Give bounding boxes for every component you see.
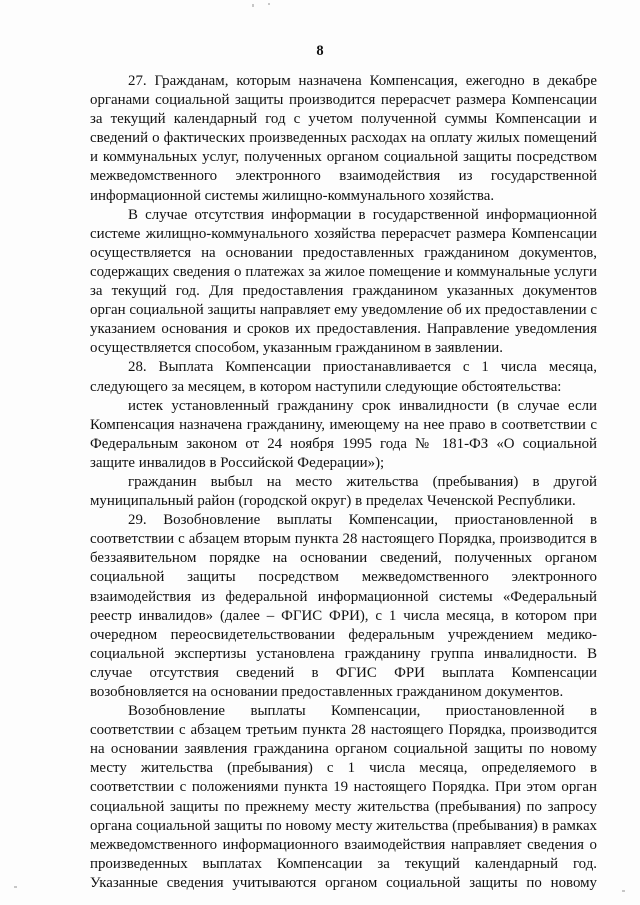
scan-speck: [268, 3, 270, 5]
paragraph-28-relocation: гражданин выбыл на место жительства (пребывания) в другой муниципальный район (городской округ) в пределах Чеченской Республики.: [90, 473, 597, 510]
scan-speck: [252, 4, 254, 7]
paragraph-27-recalculation: В случае отсутствия информации в государственной информационной системе жилищно-коммунального хозяйства перерасчет размера Компенсации осуществляется на основании предоставленных гражданином документов, содержащих сведения о платежах за жилое помещение и коммунальные услуги за текущий год. Для предоставления гражданином указанных документов орган социальной защиты направляет ему уведомление об их предоставлении с указанием основания и сроков их предоставления. Направление уведомления осуществляется способом, указанным гражданином в заявлении.: [90, 206, 597, 357]
scan-speck: [622, 890, 625, 892]
paragraph-27: 27. Гражданам, которым назначена Компенсация, ежегодно в декабре органами социальной защиты производится перерасчет размера Компенсации за текущий календарный год с учетом полученной суммы Компенсации и сведений о фактических произведенных расходах на оплату жилых помещений и коммунальных услуг, полученных органом социальной защиты посредством межведомственного электронного взаимодействия из государственной информационной системы жилищно-коммунального хозяйства.: [90, 73, 597, 204]
document-body: [90, 72, 597, 893]
page-number: 8: [316, 43, 324, 59]
paragraph-28-disability-term: истек установленный гражданину срок инвалидности (в случае если Компенсация назначена гражданину, имеющему на нее право в соответствии с Федеральным законом от 24 ноября 1995 года № 181-ФЗ «О социальной защите инвалидов в Российской Федерации»);: [90, 397, 597, 471]
paragraph-29: 29. Возобновление выплаты Компенсации, приостановленной в соответствии с абзацем вторым пункта 28 настоящего Порядка, производится в беззаявительном порядке на основании сведений, полученных органом социальной защиты посредством межведомственного электронного взаимодействия из федеральной информационной системы «Федеральный реестр инвалидов» (далее – ФГИС ФРИ), с 1 числа месяца, в котором при очередном переосвидетельствовании федеральным учреждением медико-социальной экспертизы установлена гражданину группа инвалидности. В случае отсутствия сведений в ФГИС ФРИ выплата Компенсации возобновляется на основании предоставленных гражданином документов.: [90, 512, 597, 700]
paragraph-28: 28. Выплата Компенсации приостанавливается с 1 числа месяца, следующего за месяцем, в котором наступили следующие обстоятельства:: [90, 359, 597, 395]
scan-speck: [14, 886, 17, 888]
paragraph-29-resumption: Возобновление выплаты Компенсации, приостановленной в соответствии с абзацем третьим пункта 28 настоящего Порядка, производится на основании заявления гражданина органом социальной защиты по новому месту жительства (пребывания) с 1 числа месяца, определяемого в соответствии с положениями пункта 19 настоящего Порядка. При этом орган социальной защиты по прежнему месту жительства (пребывания) по запросу органа социальной защиты по новому месту жительства (пребывания) в рамках межведомственного информационного взаимодействия направляет сведения о произведенных выплатах Компенсации за текущий календарный год. Указанные сведения учитываются органом социальной защиты по новому: [90, 703, 597, 891]
